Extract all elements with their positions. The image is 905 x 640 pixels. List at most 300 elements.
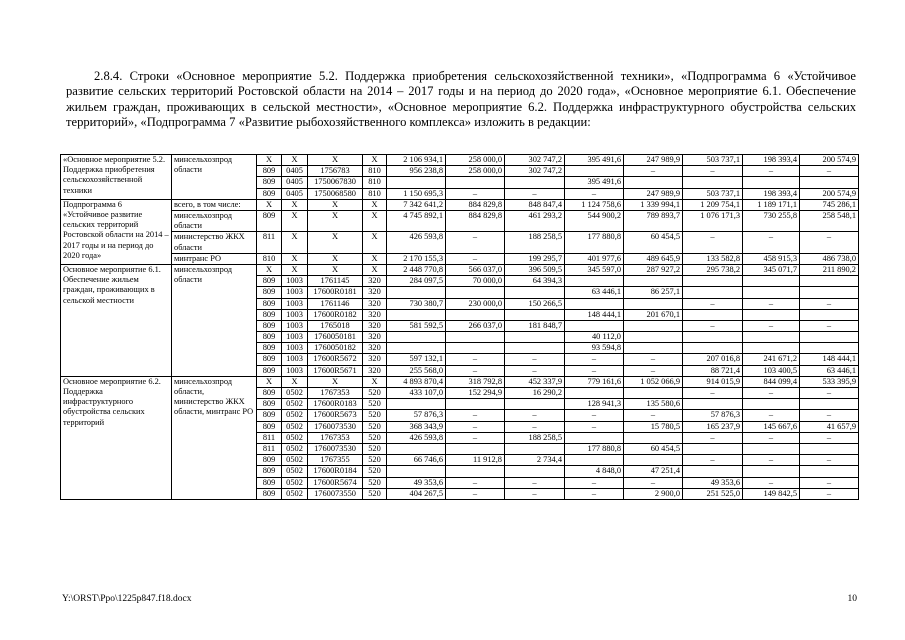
value-cell: 809 <box>257 320 282 331</box>
value-cell: 809 <box>257 309 282 320</box>
value-cell: 956 238,8 <box>387 166 446 177</box>
value-cell: – <box>743 455 800 466</box>
value-cell: Х <box>308 210 363 231</box>
value-cell: Х <box>282 376 308 387</box>
value-cell: 188 258,5 <box>505 432 565 443</box>
value-cell: – <box>743 298 800 309</box>
value-cell: 533 395,9 <box>800 376 859 387</box>
value-cell: 258 000,0 <box>446 155 505 166</box>
value-cell: 730 255,8 <box>743 210 800 231</box>
value-cell: 810 <box>363 166 387 177</box>
value-cell: – <box>446 232 505 253</box>
value-cell: 809 <box>257 466 282 477</box>
value-cell: 809 <box>257 354 282 365</box>
value-cell: 165 237,9 <box>683 421 743 432</box>
value-cell: – <box>743 477 800 488</box>
value-cell: 809 <box>257 166 282 177</box>
value-cell: 1 189 171,1 <box>743 199 800 210</box>
value-cell <box>446 399 505 410</box>
value-cell: 810 <box>257 253 282 264</box>
value-cell <box>800 276 859 287</box>
value-cell: 188 258,5 <box>505 232 565 253</box>
value-cell: – <box>565 477 624 488</box>
value-cell: 135 580,6 <box>624 399 683 410</box>
value-cell: 207 016,8 <box>683 354 743 365</box>
value-cell: 730 380,7 <box>387 298 446 309</box>
value-cell: – <box>565 488 624 499</box>
value-cell: – <box>800 488 859 499</box>
value-cell: 88 721,4 <box>683 365 743 376</box>
value-cell: 1761146 <box>308 298 363 309</box>
value-cell: 581 592,5 <box>387 320 446 331</box>
value-cell: Х <box>282 199 308 210</box>
value-cell: Х <box>257 199 282 210</box>
value-cell: 251 525,0 <box>683 488 743 499</box>
value-cell: 149 842,5 <box>743 488 800 499</box>
value-cell: – <box>565 188 624 199</box>
value-cell <box>446 287 505 298</box>
value-cell: 810 <box>363 188 387 199</box>
value-cell: 809 <box>257 343 282 354</box>
value-cell: 396 509,5 <box>505 264 565 275</box>
value-cell: 318 792,8 <box>446 376 505 387</box>
value-cell: – <box>743 432 800 443</box>
value-cell: 2 106 934,1 <box>387 155 446 166</box>
value-cell: 811 <box>257 232 282 253</box>
value-cell: Х <box>363 376 387 387</box>
value-cell: 241 671,2 <box>743 354 800 365</box>
value-cell: 86 257,1 <box>624 287 683 298</box>
value-cell: Х <box>282 264 308 275</box>
value-cell: 63 446,1 <box>565 287 624 298</box>
value-cell: 809 <box>257 298 282 309</box>
value-cell: 17600R5672 <box>308 354 363 365</box>
value-cell: 1760073530 <box>308 443 363 454</box>
value-cell: 809 <box>257 410 282 421</box>
value-cell <box>565 388 624 399</box>
value-cell: 60 454,5 <box>624 232 683 253</box>
value-cell: 284 097,5 <box>387 276 446 287</box>
executor-cell: минсельхозпрод области, министерство ЖКХ области, минтранс РО <box>172 376 257 499</box>
value-cell: – <box>800 477 859 488</box>
value-cell: – <box>800 432 859 443</box>
value-cell: 1760073530 <box>308 421 363 432</box>
measure-name-cell: Основное мероприятие 6.2. Поддержка инфраструктурного обустройства сельских территорий <box>61 376 172 499</box>
value-cell: 461 293,2 <box>505 210 565 231</box>
value-cell: – <box>565 410 624 421</box>
value-cell: 809 <box>257 399 282 410</box>
value-cell: 745 286,1 <box>800 199 859 210</box>
value-cell: – <box>800 455 859 466</box>
value-cell <box>743 443 800 454</box>
value-cell: 145 667,6 <box>743 421 800 432</box>
value-cell: 40 112,0 <box>565 332 624 343</box>
measure-name-cell: Подпрограмма 6 «Устойчивое развитие сельских территорий Ростовской области на 2014 – 2017 годы и на период до 2020 года» <box>61 199 172 264</box>
value-cell <box>800 287 859 298</box>
value-cell: 181 848,7 <box>505 320 565 331</box>
value-cell <box>387 466 446 477</box>
value-cell: – <box>743 388 800 399</box>
measure-name-cell: «Основное мероприятие 5.2. Поддержка приобретения сельскохозяйственной техники <box>61 155 172 200</box>
value-cell: 49 353,6 <box>387 477 446 488</box>
value-cell: 1760050182 <box>308 343 363 354</box>
value-cell: 150 266,5 <box>505 298 565 309</box>
value-cell <box>743 332 800 343</box>
value-cell: 320 <box>363 320 387 331</box>
value-cell: Х <box>257 264 282 275</box>
value-cell: 1003 <box>282 332 308 343</box>
value-cell: 486 738,0 <box>800 253 859 264</box>
value-cell: 458 915,3 <box>743 253 800 264</box>
value-cell: – <box>505 354 565 365</box>
value-cell: 0502 <box>282 466 308 477</box>
value-cell <box>446 177 505 188</box>
value-cell: 198 393,4 <box>743 188 800 199</box>
value-cell: 0502 <box>282 432 308 443</box>
value-cell: – <box>683 432 743 443</box>
intro-text: 2.8.4. Строки «Основное мероприятие 5.2. Поддержка приобретения сельскохозяйственной техники», «Подпрограмма 6 «Устойчивое развитие сельских территорий Ростовской области на 2014 – 2017 годы и на период до 2020 года», «Основное мероприятие 6.1. Обеспечение жильем граждан, проживающих в сельской местности», «Основное мероприятие 6.2. Поддержка инфраструктурного обустройства сельских территорий», «Подпрограмма 7 «Развитие рыбохозяйственного комплекса» изложить в редакции: <box>66 69 856 130</box>
value-cell: – <box>743 166 800 177</box>
intro-paragraph <box>66 69 856 131</box>
value-cell: – <box>505 488 565 499</box>
value-cell: 810 <box>363 177 387 188</box>
table-row <box>61 155 859 166</box>
value-cell <box>446 466 505 477</box>
value-cell: 789 893,7 <box>624 210 683 231</box>
value-cell: 320 <box>363 287 387 298</box>
value-cell <box>505 287 565 298</box>
value-cell <box>743 177 800 188</box>
value-cell: – <box>505 477 565 488</box>
value-cell: 198 393,4 <box>743 155 800 166</box>
value-cell: Х <box>282 253 308 264</box>
value-cell: 66 746,6 <box>387 455 446 466</box>
value-cell <box>387 287 446 298</box>
value-cell: 133 582,8 <box>683 253 743 264</box>
value-cell <box>800 309 859 320</box>
table-row <box>61 264 859 275</box>
value-cell: 17600R5673 <box>308 410 363 421</box>
value-cell: Х <box>363 253 387 264</box>
value-cell: 520 <box>363 466 387 477</box>
value-cell: – <box>683 320 743 331</box>
page-number: 10 <box>847 594 857 604</box>
value-cell: 17600R0182 <box>308 309 363 320</box>
value-cell: 395 491,6 <box>565 155 624 166</box>
value-cell: 809 <box>257 365 282 376</box>
value-cell: Х <box>282 210 308 231</box>
value-cell: 489 645,9 <box>624 253 683 264</box>
value-cell <box>683 466 743 477</box>
value-cell: – <box>505 188 565 199</box>
value-cell: 1003 <box>282 365 308 376</box>
value-cell: 809 <box>257 455 282 466</box>
value-cell <box>683 177 743 188</box>
value-cell <box>446 343 505 354</box>
value-cell: – <box>800 298 859 309</box>
value-cell: – <box>446 365 505 376</box>
value-cell: 0502 <box>282 421 308 432</box>
value-cell: Х <box>308 155 363 166</box>
executor-cell: минсельхозпрод области <box>172 210 257 231</box>
value-cell: Х <box>308 199 363 210</box>
value-cell: – <box>446 253 505 264</box>
table-row <box>61 210 859 231</box>
value-cell: 1761145 <box>308 276 363 287</box>
value-cell: 1003 <box>282 298 308 309</box>
value-cell <box>505 443 565 454</box>
value-cell <box>387 443 446 454</box>
value-cell: 247 989,9 <box>624 188 683 199</box>
value-cell: 503 737,1 <box>683 188 743 199</box>
value-cell: – <box>800 410 859 421</box>
value-cell: 848 847,4 <box>505 199 565 210</box>
value-cell: 1760073550 <box>308 488 363 499</box>
value-cell: 0502 <box>282 410 308 421</box>
value-cell: – <box>446 421 505 432</box>
value-cell: – <box>624 354 683 365</box>
value-cell <box>505 466 565 477</box>
table-row <box>61 376 859 387</box>
value-cell: 11 912,8 <box>446 455 505 466</box>
value-cell: 60 454,5 <box>624 443 683 454</box>
value-cell <box>565 166 624 177</box>
value-cell <box>624 388 683 399</box>
value-cell: 809 <box>257 287 282 298</box>
value-cell: 809 <box>257 177 282 188</box>
value-cell: – <box>565 421 624 432</box>
value-cell <box>624 455 683 466</box>
value-cell: 809 <box>257 477 282 488</box>
value-cell: – <box>565 354 624 365</box>
value-cell: 49 353,6 <box>683 477 743 488</box>
value-cell: 520 <box>363 388 387 399</box>
value-cell: – <box>800 388 859 399</box>
measure-name-cell: Основное мероприятие 6.1. Обеспечение жильем граждан, проживающих в сельской местности <box>61 264 172 376</box>
value-cell: – <box>743 320 800 331</box>
value-cell: 128 941,3 <box>565 399 624 410</box>
value-cell: 152 294,9 <box>446 388 505 399</box>
value-cell <box>446 443 505 454</box>
value-cell: 201 670,1 <box>624 309 683 320</box>
value-cell <box>505 343 565 354</box>
value-cell <box>800 177 859 188</box>
value-cell: 884 829,8 <box>446 210 505 231</box>
value-cell <box>683 332 743 343</box>
value-cell <box>565 276 624 287</box>
value-cell: – <box>743 232 800 253</box>
value-cell: 520 <box>363 399 387 410</box>
value-cell: 302 747,2 <box>505 155 565 166</box>
value-cell: Х <box>363 264 387 275</box>
value-cell: – <box>683 388 743 399</box>
value-cell: 0502 <box>282 443 308 454</box>
value-cell: 258 548,1 <box>800 210 859 231</box>
value-cell <box>505 332 565 343</box>
value-cell <box>800 343 859 354</box>
value-cell: 148 444,1 <box>565 309 624 320</box>
value-cell <box>624 432 683 443</box>
value-cell: 93 594,8 <box>565 343 624 354</box>
value-cell: 404 267,5 <box>387 488 446 499</box>
value-cell: 544 900,2 <box>565 210 624 231</box>
value-cell: 70 000,0 <box>446 276 505 287</box>
value-cell: Х <box>363 232 387 253</box>
value-cell: Х <box>308 232 363 253</box>
value-cell: – <box>446 488 505 499</box>
value-cell: 914 015,9 <box>683 376 743 387</box>
executor-cell: минсельхозпрод области <box>172 264 257 376</box>
value-cell: 1003 <box>282 287 308 298</box>
value-cell: 4 848,0 <box>565 466 624 477</box>
table-row <box>61 199 859 210</box>
value-cell: – <box>505 365 565 376</box>
value-cell: 200 574,9 <box>800 188 859 199</box>
value-cell: 103 400,5 <box>743 365 800 376</box>
value-cell: 809 <box>257 488 282 499</box>
value-cell: 1003 <box>282 320 308 331</box>
value-cell: 17600R5671 <box>308 365 363 376</box>
value-cell: 320 <box>363 298 387 309</box>
value-cell <box>624 276 683 287</box>
value-cell: 809 <box>257 421 282 432</box>
value-cell: – <box>683 232 743 253</box>
value-cell <box>565 298 624 309</box>
value-cell: – <box>800 232 859 253</box>
value-cell: 4 745 892,1 <box>387 210 446 231</box>
value-cell <box>387 399 446 410</box>
value-cell: 2 170 155,3 <box>387 253 446 264</box>
value-cell <box>505 309 565 320</box>
value-cell: Х <box>308 253 363 264</box>
value-cell: 2 734,4 <box>505 455 565 466</box>
value-cell: 884 829,8 <box>446 199 505 210</box>
value-cell: 320 <box>363 354 387 365</box>
value-cell: 0405 <box>282 188 308 199</box>
value-cell: – <box>505 421 565 432</box>
value-cell: 779 161,6 <box>565 376 624 387</box>
value-cell: 255 568,0 <box>387 365 446 376</box>
value-cell: – <box>446 410 505 421</box>
value-cell: 15 780,5 <box>624 421 683 432</box>
value-cell <box>387 309 446 320</box>
value-cell: 1 052 066,9 <box>624 376 683 387</box>
value-cell: Х <box>363 199 387 210</box>
value-cell: 4 893 870,4 <box>387 376 446 387</box>
value-cell: 426 593,8 <box>387 432 446 443</box>
value-cell: – <box>505 410 565 421</box>
value-cell: 17600R0181 <box>308 287 363 298</box>
value-cell: 0502 <box>282 455 308 466</box>
value-cell: 320 <box>363 332 387 343</box>
value-cell: 57 876,3 <box>387 410 446 421</box>
value-cell: 7 342 641,2 <box>387 199 446 210</box>
value-cell: Х <box>257 155 282 166</box>
value-cell: Х <box>282 155 308 166</box>
value-cell: 1003 <box>282 276 308 287</box>
value-cell: Х <box>308 264 363 275</box>
value-cell: 0502 <box>282 488 308 499</box>
value-cell: 1750067830 <box>308 177 363 188</box>
value-cell <box>624 320 683 331</box>
value-cell: 503 737,1 <box>683 155 743 166</box>
value-cell <box>565 432 624 443</box>
value-cell <box>387 343 446 354</box>
value-cell: 1767353 <box>308 432 363 443</box>
value-cell <box>565 455 624 466</box>
value-cell: – <box>624 365 683 376</box>
value-cell <box>624 343 683 354</box>
value-cell: – <box>565 365 624 376</box>
value-cell: 1003 <box>282 343 308 354</box>
value-cell: 433 107,0 <box>387 388 446 399</box>
value-cell: 1765018 <box>308 320 363 331</box>
value-cell: 809 <box>257 188 282 199</box>
value-cell: 0502 <box>282 388 308 399</box>
value-cell <box>800 443 859 454</box>
value-cell: 200 574,9 <box>800 155 859 166</box>
value-cell: 2 448 770,8 <box>387 264 446 275</box>
value-cell: 0502 <box>282 477 308 488</box>
value-cell: 57 876,3 <box>683 410 743 421</box>
value-cell: 1 124 758,6 <box>565 199 624 210</box>
executor-cell: минтранс РО <box>172 253 257 264</box>
value-cell: 811 <box>257 432 282 443</box>
value-cell: 520 <box>363 410 387 421</box>
value-cell: 520 <box>363 432 387 443</box>
value-cell: 520 <box>363 488 387 499</box>
value-cell <box>624 177 683 188</box>
value-cell: 16 290,2 <box>505 388 565 399</box>
value-cell: 320 <box>363 365 387 376</box>
value-cell: – <box>683 298 743 309</box>
value-cell: 247 989,9 <box>624 155 683 166</box>
value-cell: 64 394,3 <box>505 276 565 287</box>
value-cell: 258 000,0 <box>446 166 505 177</box>
value-cell <box>800 399 859 410</box>
value-cell: 1750068580 <box>308 188 363 199</box>
value-cell: – <box>446 354 505 365</box>
value-cell: – <box>624 410 683 421</box>
value-cell: – <box>446 188 505 199</box>
value-cell: 520 <box>363 455 387 466</box>
value-cell: 395 491,6 <box>565 177 624 188</box>
value-cell: 345 071,7 <box>743 264 800 275</box>
table-row <box>61 253 859 264</box>
value-cell: 1 076 171,3 <box>683 210 743 231</box>
value-cell: – <box>743 410 800 421</box>
value-cell: 17600R5674 <box>308 477 363 488</box>
value-cell: 41 657,9 <box>800 421 859 432</box>
value-cell: 295 738,2 <box>683 264 743 275</box>
value-cell: 1760050181 <box>308 332 363 343</box>
value-cell: 597 132,1 <box>387 354 446 365</box>
value-cell: 1 339 994,1 <box>624 199 683 210</box>
value-cell: 566 037,0 <box>446 264 505 275</box>
value-cell <box>446 309 505 320</box>
value-cell: Х <box>308 376 363 387</box>
executor-cell: министерство ЖКХ области <box>172 232 257 253</box>
value-cell <box>743 466 800 477</box>
value-cell: 17600R0184 <box>308 466 363 477</box>
value-cell: Х <box>257 376 282 387</box>
value-cell <box>743 343 800 354</box>
value-cell: Х <box>363 155 387 166</box>
value-cell: 17600R0183 <box>308 399 363 410</box>
value-cell <box>446 332 505 343</box>
value-cell: 368 343,9 <box>387 421 446 432</box>
value-cell: 0405 <box>282 166 308 177</box>
